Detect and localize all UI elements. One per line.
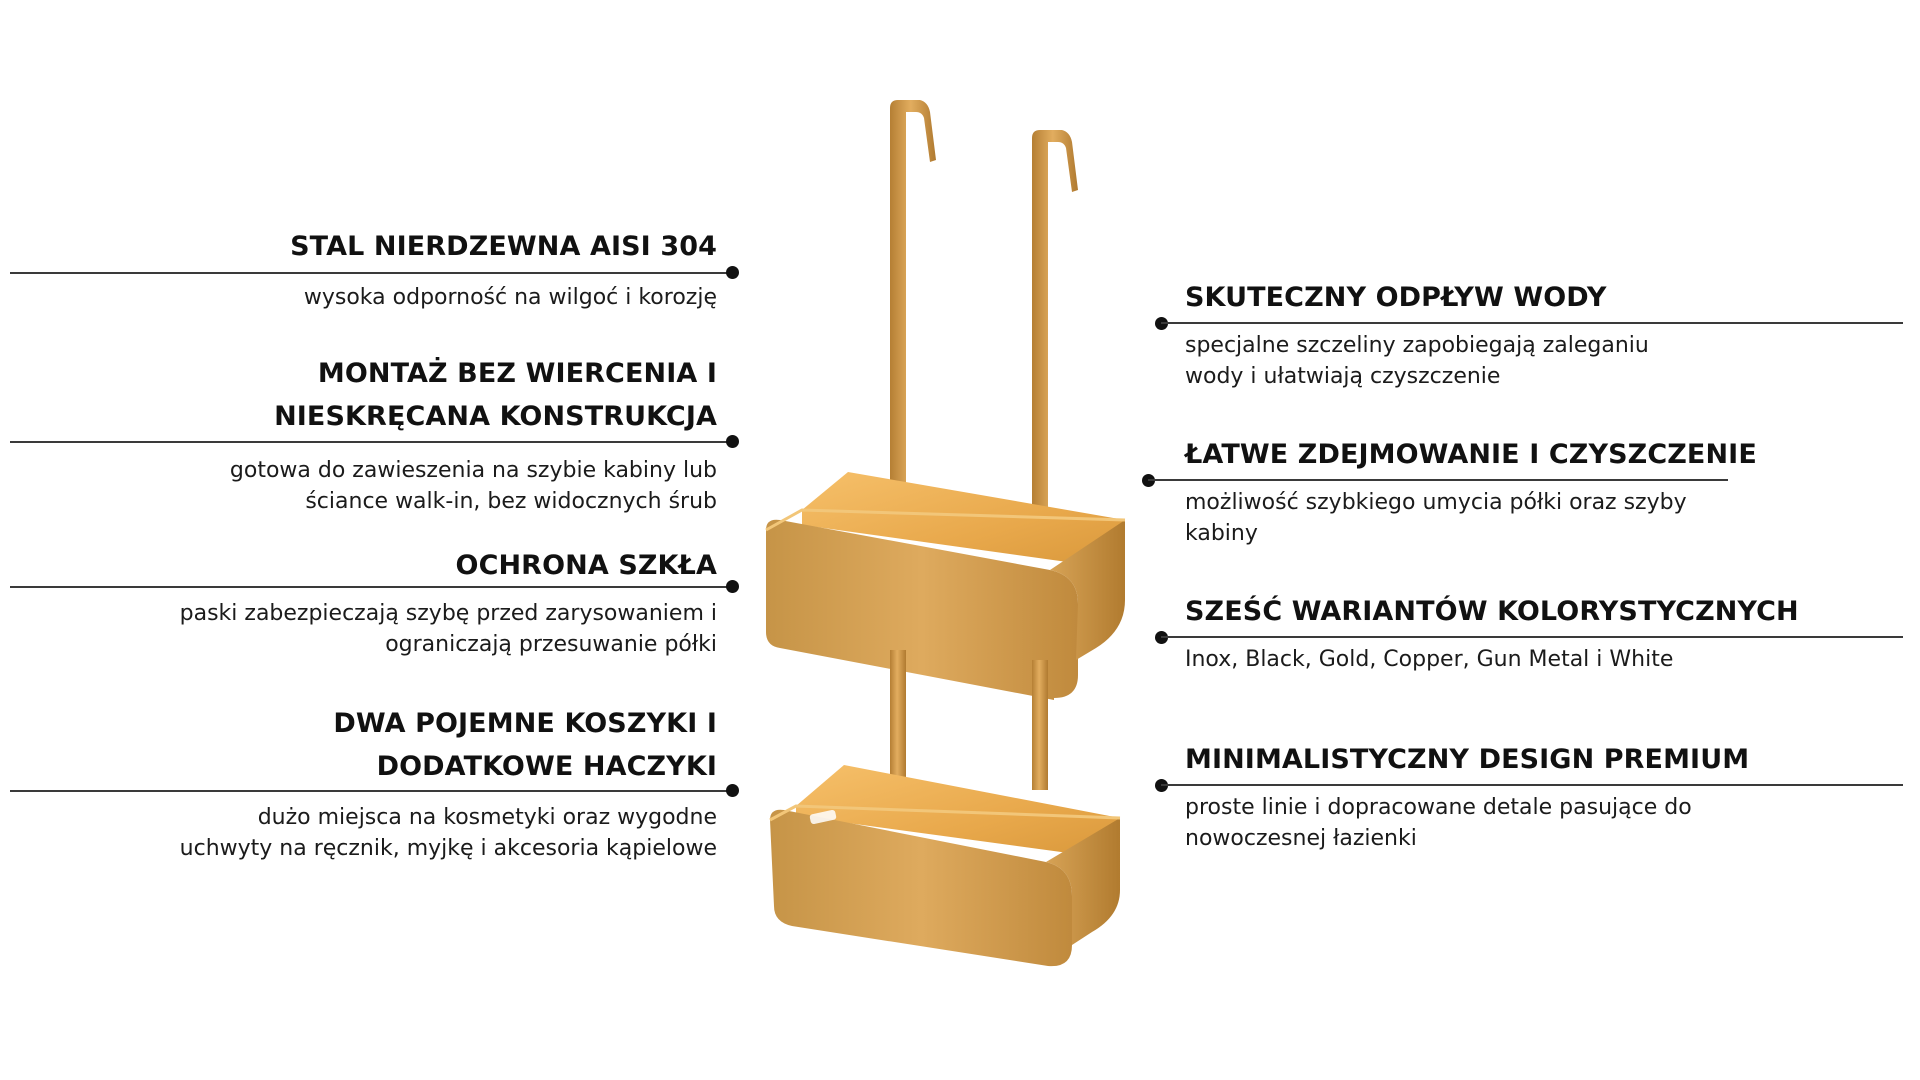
feature-title: STAL NIERDZEWNA AISI 304 bbox=[290, 231, 717, 262]
feature-title: MINIMALISTYCZNY DESIGN PREMIUM bbox=[1185, 744, 1750, 775]
feature-glass-protection bbox=[456, 544, 717, 587]
feature-no-drilling bbox=[274, 352, 717, 438]
feature-title: DWA POJEMNE KOSZYKI I DODATKOWE HACZYKI bbox=[333, 708, 717, 782]
feature-description: możliwość szybkiego umycia półki oraz szyby kabiny bbox=[1185, 490, 1687, 546]
feature-description: wysoka odporność na wilgoć i korozję bbox=[303, 285, 717, 310]
feature-title: OCHRONA SZKŁA bbox=[455, 550, 717, 581]
feature-title: SZEŚĆ WARIANTÓW KOLORYSTYCZNYCH bbox=[1185, 596, 1799, 627]
feature-stainless-steel bbox=[290, 225, 717, 268]
feature-easy-cleaning-desc bbox=[1185, 487, 1687, 549]
feature-no-drilling-desc bbox=[230, 455, 717, 517]
feature-description: specjalne szczeliny zapobiegają zaleganiu wody i ułatwiają czyszczenie bbox=[1185, 333, 1649, 389]
feature-description: proste linie i dopracowane detale pasujące do nowoczesnej łazienki bbox=[1185, 795, 1692, 851]
feature-stainless-steel-desc bbox=[304, 282, 717, 313]
feature-title: ŁATWE ZDEJMOWANIE I CZYSZCZENIE bbox=[1185, 439, 1757, 470]
feature-two-baskets bbox=[333, 702, 717, 788]
feature-color-variants-desc bbox=[1185, 644, 1673, 675]
feature-minimal-design-desc bbox=[1185, 792, 1692, 854]
feature-description: paski zabezpieczają szybę przed zarysowaniem i ograniczają przesuwanie półki bbox=[179, 601, 717, 657]
feature-color-variants bbox=[1185, 590, 1799, 633]
feature-water-drainage-desc bbox=[1185, 330, 1649, 392]
feature-minimal-design bbox=[1185, 738, 1749, 781]
feature-title: MONTAŻ BEZ WIERCENIA I NIESKRĘCANA KONSTRUKCJA bbox=[274, 358, 717, 432]
feature-water-drainage bbox=[1185, 276, 1606, 319]
feature-easy-cleaning bbox=[1185, 433, 1757, 476]
feature-title: SKUTECZNY ODPŁYW WODY bbox=[1185, 282, 1607, 313]
shower-caddy-icon bbox=[740, 100, 1140, 980]
feature-description: Inox, Black, Gold, Copper, Gun Metal i White bbox=[1185, 647, 1674, 672]
feature-description: dużo miejsca na kosmetyki oraz wygodne uchwyty na ręcznik, myjkę i akcesoria kąpielowe bbox=[179, 805, 717, 861]
feature-two-baskets-desc bbox=[180, 802, 717, 864]
feature-description: gotowa do zawieszenia na szybie kabiny lub ściance walk-in, bez widocznych śrub bbox=[229, 458, 717, 514]
feature-glass-protection-desc bbox=[180, 598, 717, 660]
